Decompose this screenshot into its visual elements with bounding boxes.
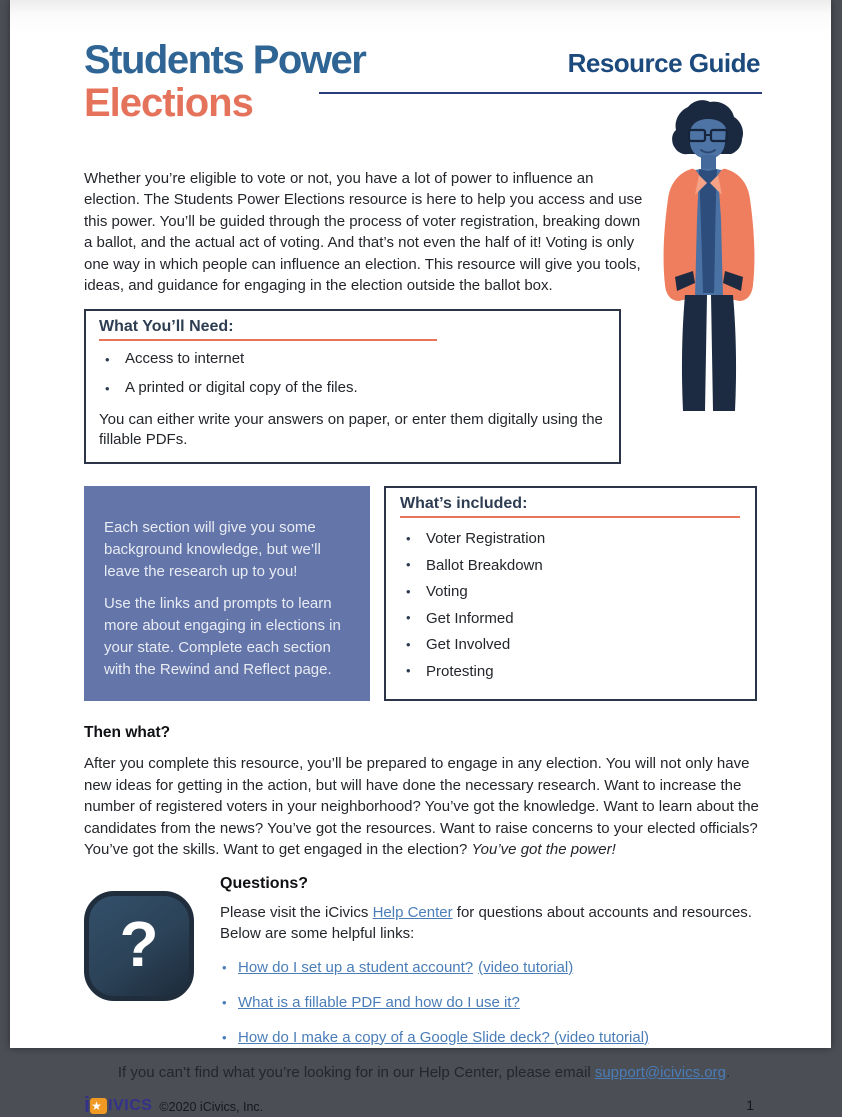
document-page xyxy=(10,0,831,1117)
help-link-item xyxy=(220,1020,764,1055)
bullet-icon: • xyxy=(406,557,411,573)
list-item xyxy=(400,526,740,553)
questions-intro-before: Please visit the iCivics xyxy=(220,903,373,921)
whats-included-box xyxy=(384,486,757,701)
what-youll-need-heading: What You’ll Need: xyxy=(99,317,234,335)
header-divider xyxy=(319,92,762,94)
pants-right-leg xyxy=(711,295,736,411)
callout-paragraph-2: Use the links and prompts to learn more about engaging in elections in your state. Complete each section with the Rewind and Reflect page. xyxy=(104,595,341,679)
list-item xyxy=(400,579,740,606)
support-email-line xyxy=(84,1064,764,1081)
bullet-icon: • xyxy=(406,663,411,679)
bullet-icon: • xyxy=(406,610,411,626)
email-line-before: If you can’t find what you’re looking for in our Help Center, please email xyxy=(117,1063,595,1081)
callout-box xyxy=(84,486,370,701)
student-account-link[interactable]: How do I set up a student account? xyxy=(238,958,474,976)
what-youll-need-note: You can either write your answers on paper, or enter them digitally using the fillable PDFs. xyxy=(99,411,603,449)
heading-rule xyxy=(400,516,740,518)
list-item xyxy=(99,379,605,400)
then-what-paragraph xyxy=(84,753,768,861)
email-line-after: . xyxy=(725,1063,731,1081)
list-item-label: Access to internet xyxy=(125,349,245,367)
then-what-section xyxy=(84,724,764,861)
question-mark-icon xyxy=(84,891,194,1001)
bullet-icon: • xyxy=(105,351,110,367)
title-line-2: Elections xyxy=(84,81,253,125)
list-item xyxy=(99,350,605,371)
copyright-text: ©2020 iCivics, Inc. xyxy=(159,1099,264,1114)
support-email-link[interactable]: support@icivics.org xyxy=(594,1063,726,1081)
list-item-label: Ballot Breakdown xyxy=(426,556,543,574)
callout-paragraph-1: Each section will give you some background knowledge, but we’ll leave the research up to you! xyxy=(104,518,321,580)
list-item xyxy=(400,552,740,579)
questions-section xyxy=(84,873,764,1055)
bullet-icon: • xyxy=(222,959,227,975)
list-item-label: Get Involved xyxy=(426,636,511,654)
list-item-label: Get Informed xyxy=(426,609,514,627)
icivics-logo xyxy=(84,1091,153,1117)
question-mark-glyph: ? xyxy=(119,907,159,980)
then-what-heading: Then what? xyxy=(84,723,171,741)
intro-paragraph: Whether you’re eligible to vote or not, you have a lot of power to influence an election. The Students Power Elections resource is here to help you access and use this power. You’ll be guided through the process of voter registration, breaking down a ballot, and the actual act of voting. And that’s not even the half of it! Voting is only one way in which people can influence an election. This resource will give you tools, ideas, and guidance for engaging in the election outside the ballot box. xyxy=(84,170,643,295)
bullet-icon: • xyxy=(222,1029,227,1045)
info-boxes-row xyxy=(84,486,764,701)
list-item xyxy=(400,605,740,632)
bullet-icon: • xyxy=(406,583,411,599)
logo-letters-ivics: IVICS xyxy=(108,1097,153,1115)
whats-included-heading: What’s included: xyxy=(400,494,528,512)
page-number: 1 xyxy=(746,1096,754,1113)
fillable-pdf-link[interactable]: What is a fillable PDF and how do I use it? xyxy=(238,993,520,1011)
star-icon: ★ xyxy=(90,1098,107,1114)
then-what-body: After you complete this resource, you’ll be prepared to engage in any election. You will not only have new ideas for getting in the action, but will have done the necessary research. Want to increase the number of registered voters in your neighborhood? You’ve got the knowledge. Want to learn about the candidates from the news? You’ve got the resources. Want to raise concerns to your elected officials? You’ve got the skills. Want to get engaged in the election? xyxy=(84,754,759,859)
google-slide-link[interactable]: How do I make a copy of a Google Slide deck? (video tutorial) xyxy=(238,1028,650,1046)
questions-intro-after: for questions about accounts and resources. Below are some helpful links: xyxy=(220,903,752,943)
help-link-item xyxy=(220,985,764,1020)
bullet-icon: • xyxy=(105,381,110,397)
list-item xyxy=(400,658,740,685)
list-item-label: Voter Registration xyxy=(426,530,546,548)
student-illustration xyxy=(655,99,763,413)
title-line-1: Students Power xyxy=(84,38,366,82)
heading-rule xyxy=(99,339,437,341)
subtitle-resource-guide: Resource Guide xyxy=(567,48,760,78)
logo-letter-i: i xyxy=(84,1091,90,1117)
help-center-link[interactable]: Help Center xyxy=(372,903,453,921)
list-item-label: Voting xyxy=(426,583,468,601)
help-link-item xyxy=(220,950,764,985)
list-item-label: Protesting xyxy=(426,662,494,680)
student-account-video-link[interactable]: (video tutorial) xyxy=(478,958,574,976)
questions-intro xyxy=(220,902,764,945)
bullet-icon: • xyxy=(222,994,227,1010)
pants-left-leg xyxy=(682,295,707,411)
list-item xyxy=(400,632,740,659)
what-youll-need-box xyxy=(84,309,621,464)
page-footer xyxy=(84,1091,764,1117)
bullet-icon: • xyxy=(406,530,411,546)
then-what-emphasis: You’ve got the power! xyxy=(471,841,616,859)
bullet-icon: • xyxy=(406,636,411,652)
list-item-label: A printed or digital copy of the files. xyxy=(125,379,358,397)
questions-heading: Questions? xyxy=(220,874,309,892)
